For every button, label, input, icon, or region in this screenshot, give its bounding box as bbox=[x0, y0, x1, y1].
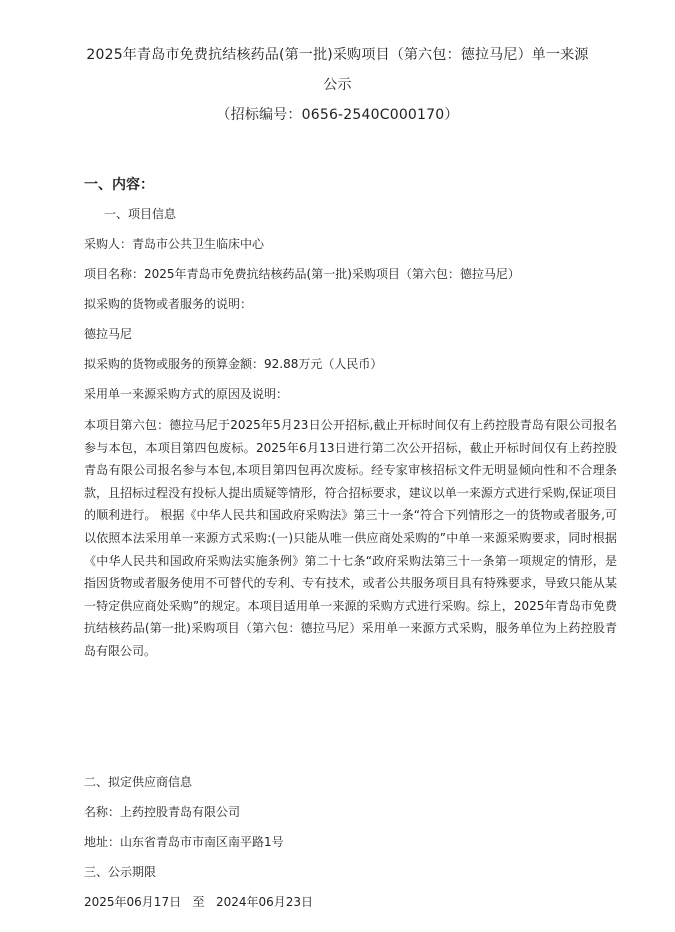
purchaser: 采购人：青岛市公共卫生临床中心 bbox=[84, 237, 265, 251]
page-title: 2025年青岛市免费抗结核药品(第一批)采购项目（第六包：德拉马尼）单一来源 bbox=[86, 47, 589, 63]
content-heading: 一、内容： bbox=[84, 177, 154, 193]
project-name: 项目名称：2025年青岛市免费抗结核药品(第一批)采购项目（第六包：德拉马尼） bbox=[84, 267, 520, 281]
page-title-continuation: 公示 bbox=[323, 77, 352, 93]
bid-number: （招标编号：0656-2540C000170） bbox=[216, 107, 459, 123]
goods-description-label: 拟采购的货物或者服务的说明： bbox=[84, 297, 253, 311]
section2-title: 二、拟定供应商信息 bbox=[84, 775, 193, 789]
goods-description-value: 德拉马尼 bbox=[84, 327, 133, 341]
supplier-address: 地址：山东省青岛市市南区南平路1号 bbox=[84, 835, 284, 849]
reason-label: 采用单一来源采购方式的原因及说明： bbox=[84, 387, 289, 401]
section3-title: 三、公示期限 bbox=[84, 865, 157, 879]
supplier-name: 名称：上药控股青岛有限公司 bbox=[84, 805, 241, 819]
budget: 拟采购的货物或服务的预算金额：92.88万元（人民币） bbox=[84, 357, 383, 371]
publication-period: 2025年06月17日 至 2024年06月23日 bbox=[84, 895, 314, 909]
reason-paragraph: 本项目第六包：德拉马尼于2025年5月23日公开招标,截止开标时间仅有上药控股青岛有限公司报名参与本包，本项目第四包废标。2025年6月13日进行第二次公开招标，截止开标时间仅有上药控股青岛有限公司报名参与本包,本项目第四包再次废标。经专家审核招标文件无明显倾向性和不合理条款，且招标过程没有投标人提出质疑等情形，符合招标要求，建议以单一来源方式进行采购,保证项目的顺利进行。 根据《中华人民共和国政府采购法》第三十一条“符合下列情形之一的货物或者服务,可以依照本法采用单一来源方式采购:(一)只能从唯一供应商处采购的”中单一来源采购要求，同时根据《中华人民共和国政府采购法实施条例》第二十七条“政府采购法第三十一条第一项规定的情形，是指因货物或者服务使用不可替代的专利、专有技术，或者公共服务项目具有特殊要求，导致只能从某一特定供应商处采购”的规定。本项目适用单一来源的采购方式进行采购。综上，2025年青岛市免费抗结核药品(第一批)采购项目（第六包：德拉马尼）采用单一来源方式采购，服务单位为上药控股青岛有限公司。 bbox=[84, 418, 617, 658]
section1-title: 一、项目信息 bbox=[104, 207, 177, 221]
